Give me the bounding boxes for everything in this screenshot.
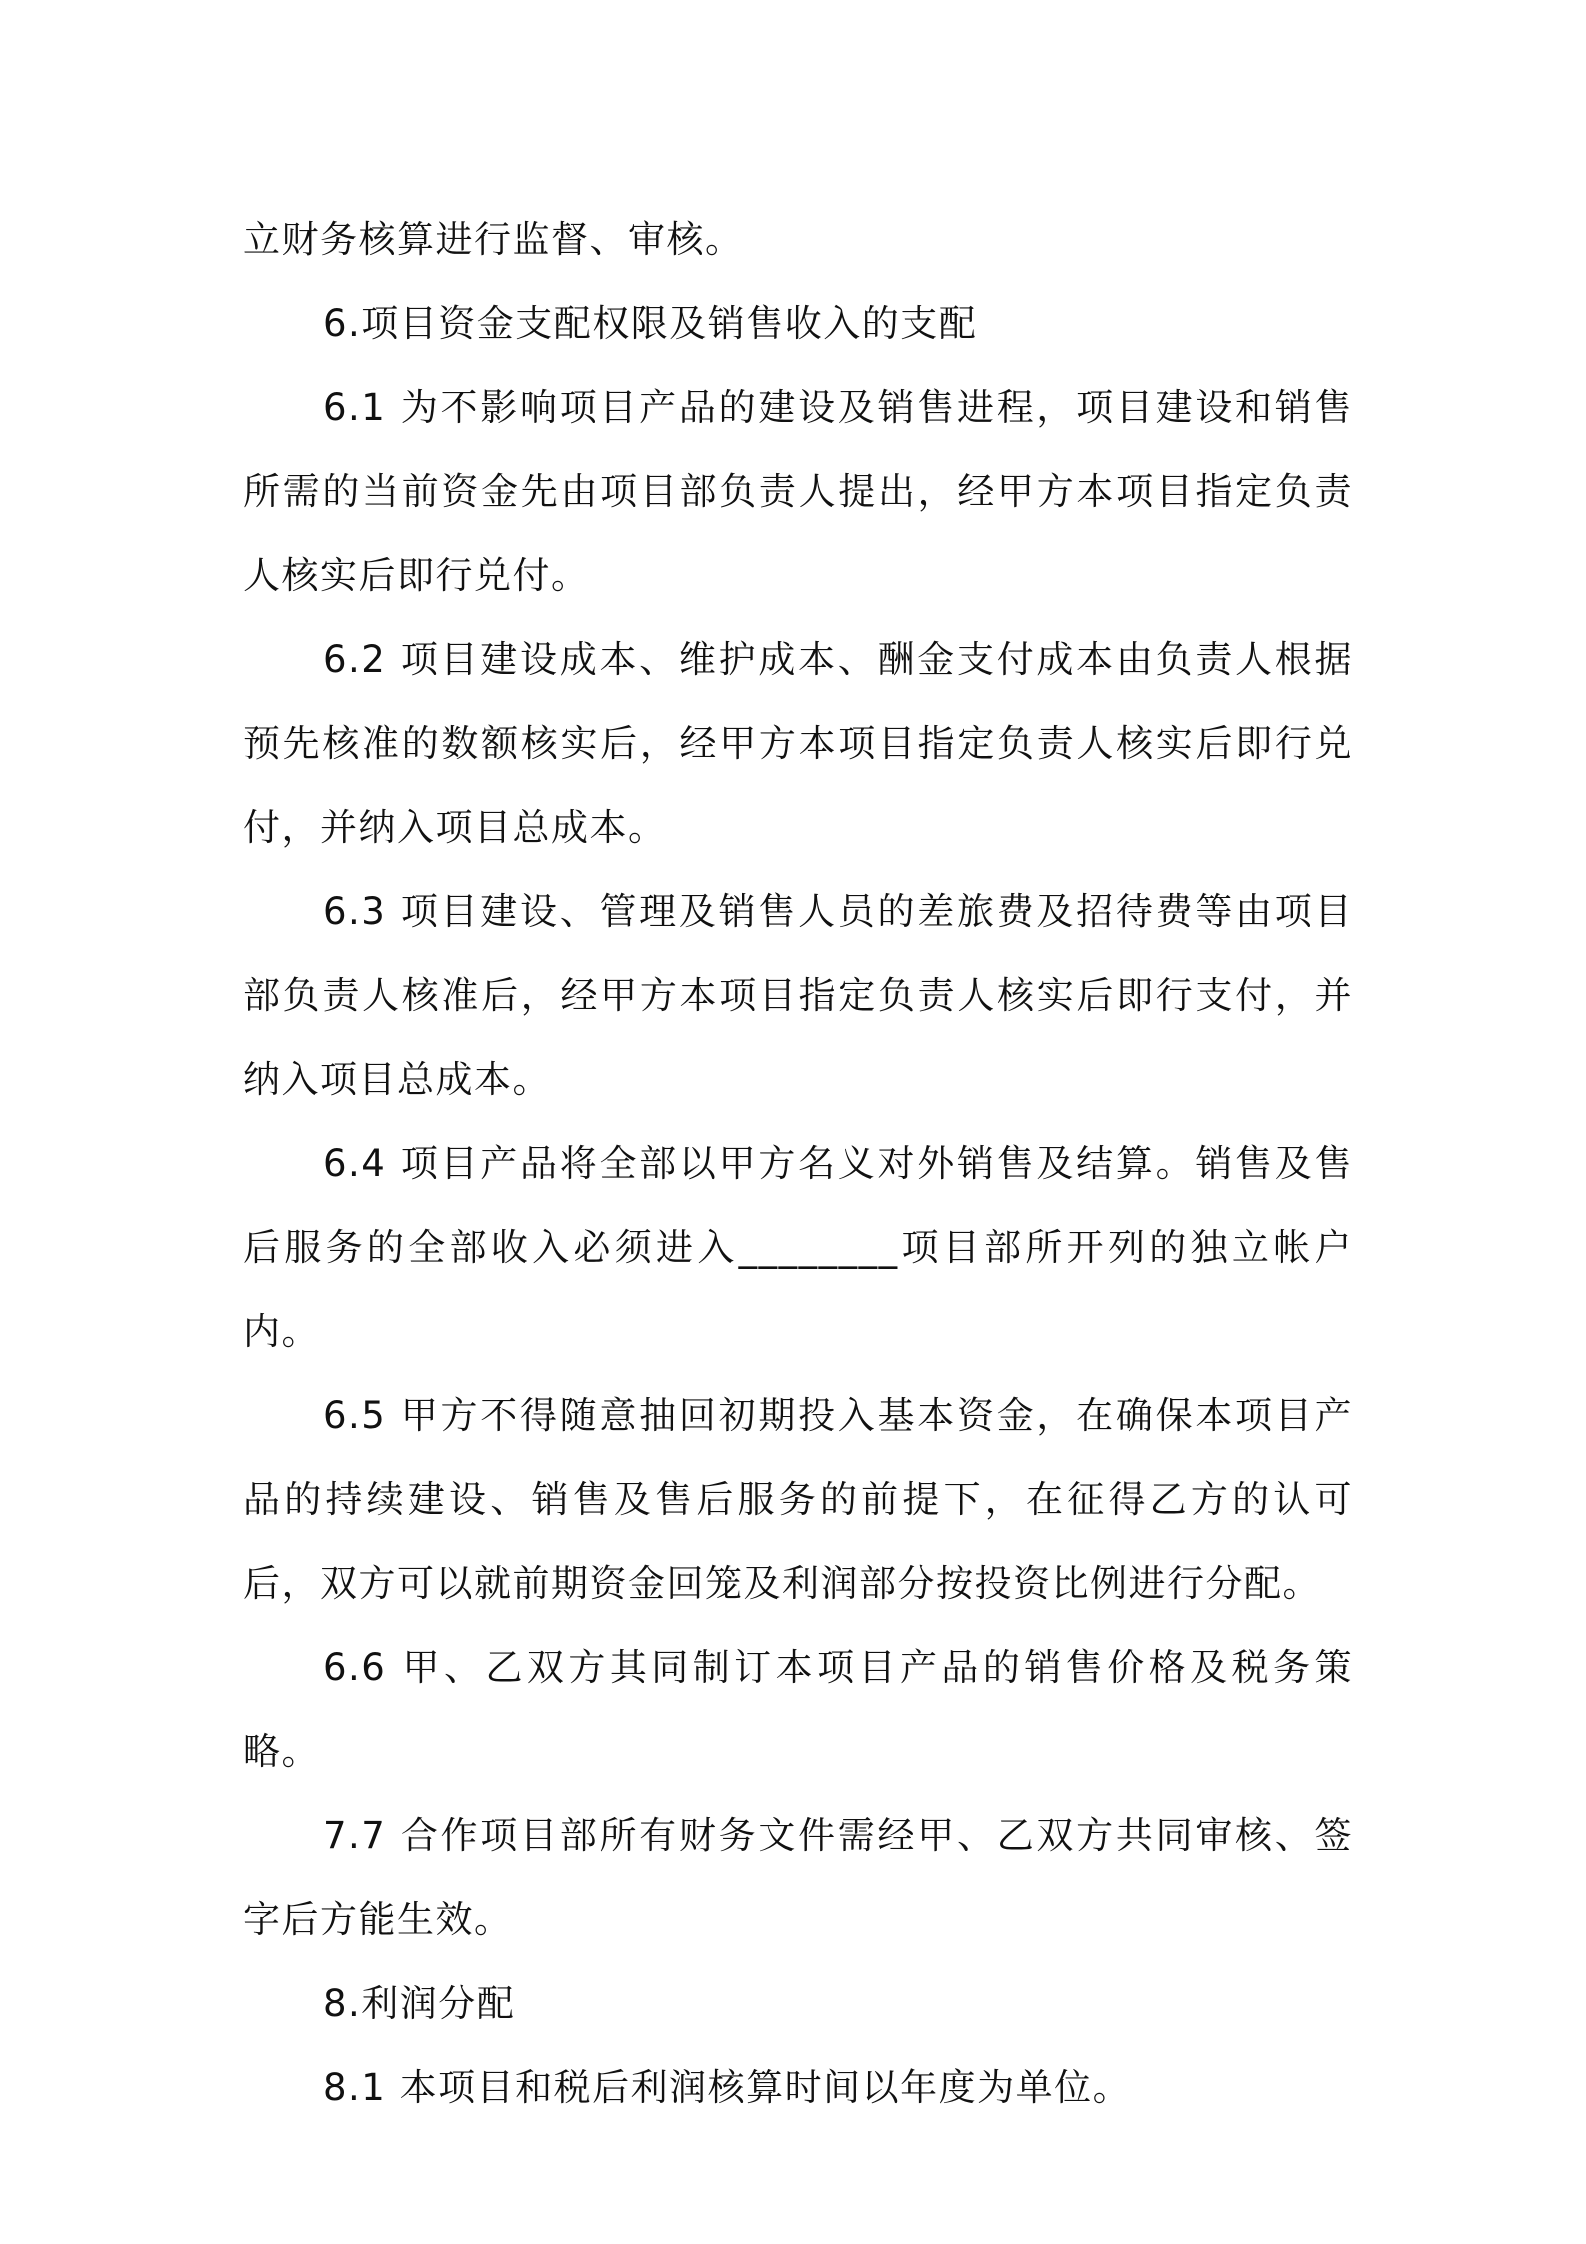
document-body (243, 198, 1353, 2130)
section-heading-6: 6.项目资金支配权限及销售收入的支配 (323, 302, 978, 345)
clause-6-6: 6.6 甲、乙双方其同制订本项目产品的销售价格及税务策略。 (243, 1646, 1353, 1773)
clause-6-1: 6.1 为不影响项目产品的建设及销售进程，项目建设和销售所需的当前资金先由项目部负责人提出，经甲方本项目指定负责人核实后即行兑付。 (243, 386, 1353, 597)
clause-8-1: 8.1 本项目和税后利润核算时间以年度为单位。 (323, 2066, 1132, 2109)
paragraph-continuation: 立财务核算进行监督、审核。 (243, 218, 744, 261)
clause-6-5: 6.5 甲方不得随意抽回初期投入基本资金，在确保本项目产品的持续建设、销售及售后服务的前提下，在征得乙方的认可后，双方可以就前期资金回笼及利润部分按投资比例进行分配。 (243, 1394, 1353, 1605)
clause-6-4: 6.4 项目产品将全部以甲方名义对外销售及结算。销售及售后服务的全部收入必须进入________项目部所开列的独立帐户内。 (243, 1142, 1353, 1353)
section-heading-8: 8.利润分配 (323, 1982, 516, 2025)
clause-6-3: 6.3 项目建设、管理及销售人员的差旅费及招待费等由项目部负责人核准后，经甲方本项目指定负责人核实后即行支付，并纳入项目总成本。 (243, 890, 1353, 1101)
clause-7-7: 7.7 合作项目部所有财务文件需经甲、乙双方共同审核、签字后方能生效。 (243, 1814, 1353, 1941)
clause-6-2: 6.2 项目建设成本、维护成本、酬金支付成本由负责人根据预先核准的数额核实后，经甲方本项目指定负责人核实后即行兑付，并纳入项目总成本。 (243, 638, 1353, 849)
